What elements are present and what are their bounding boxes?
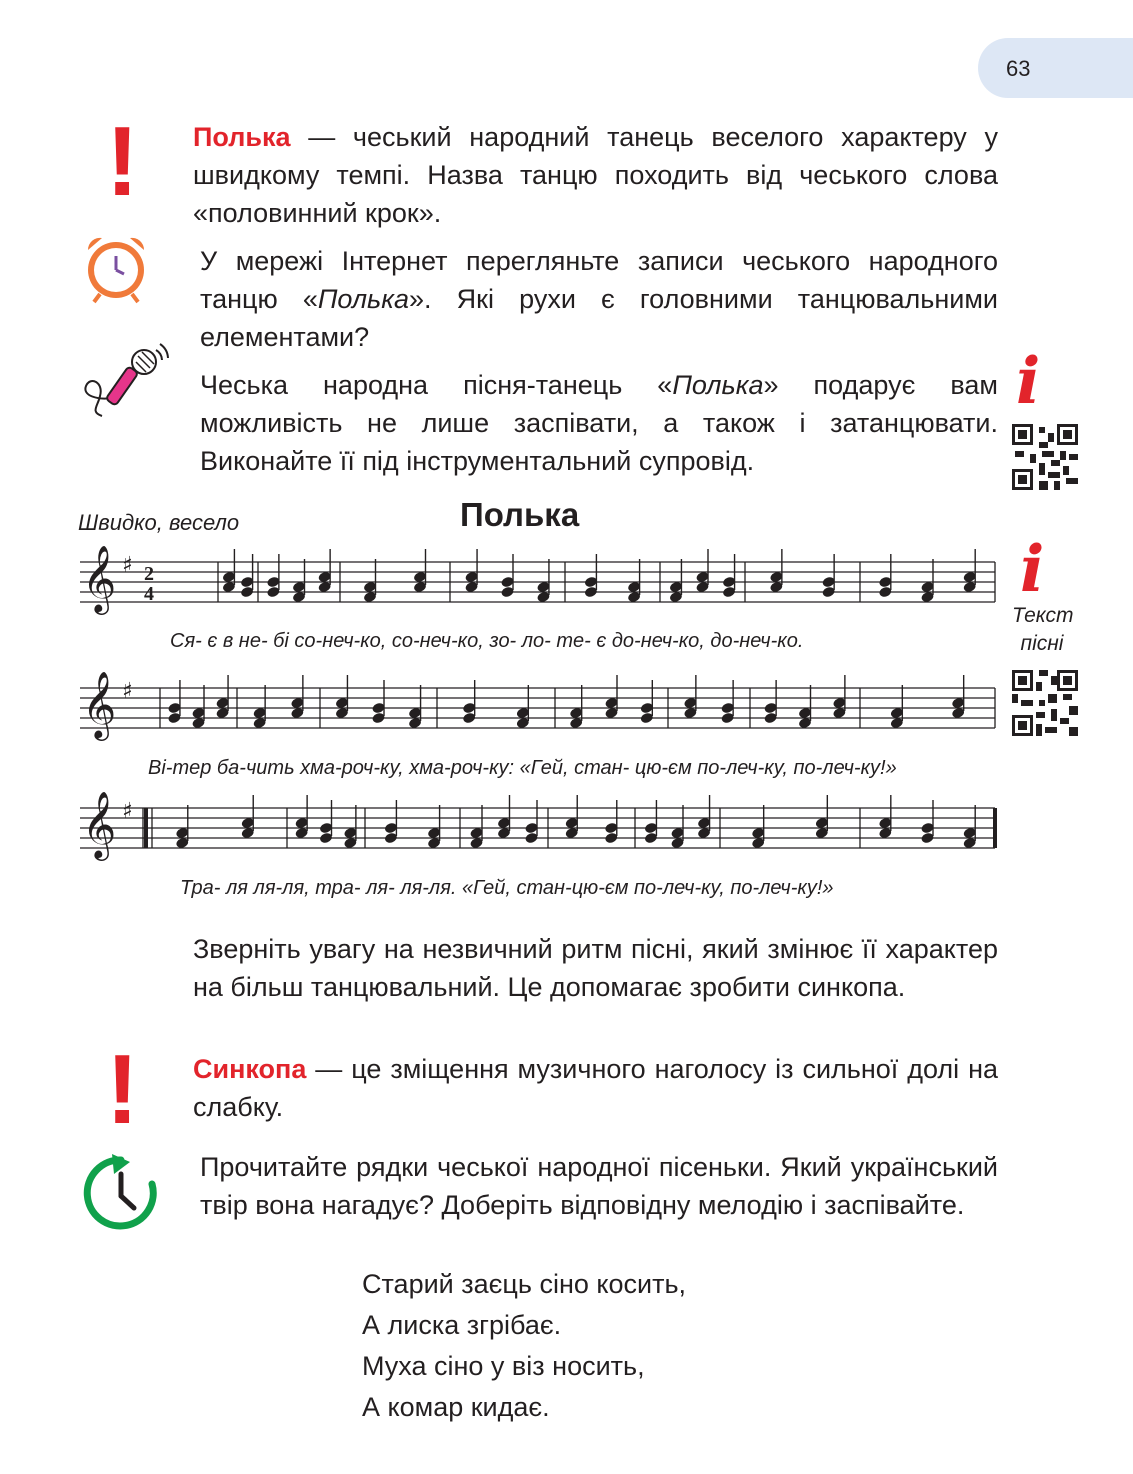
poem: [362, 1264, 686, 1428]
task-sing: [200, 366, 998, 480]
treble-clef-icon: 𝄞: [82, 544, 117, 612]
info-icon: i: [1016, 344, 1041, 419]
page-number-tab: [978, 38, 1133, 98]
exclamation-icon: !: [106, 1034, 139, 1144]
song-text-label-line1: Текст: [1012, 604, 1074, 627]
lyrics-line-3: Тра- ля ля-ля, тра- ля- ля-ля. «Гей, стан-цю-єм по-леч-ку, по-леч-ку!»: [180, 877, 834, 899]
song-tempo: Швидко, весело: [78, 510, 240, 535]
definition-term: Синкопа: [193, 1054, 307, 1084]
task-internet-before: У мережі Інтернет перегляньте записи чеського народного танцю «: [200, 246, 998, 314]
time-signature-top: 2: [144, 563, 154, 585]
sharp-icon: ♯: [122, 679, 133, 704]
page-number: 63: [1006, 56, 1031, 81]
time-signature-bottom: 4: [144, 583, 154, 605]
alarm-clock-icon: [80, 232, 152, 304]
repeat-clock-icon: [78, 1150, 164, 1236]
exclamation-icon: !: [106, 106, 139, 216]
attention-paragraph: Зверніть увагу на незвичний ритм пісні, який змінює її характер на більш танцювальний. Це допомагає зробити синкопа.: [193, 934, 998, 1002]
task-internet-italic: Полька: [317, 284, 410, 314]
song-text-label: [1012, 602, 1072, 658]
poem-line: А комар кидає.: [362, 1392, 550, 1422]
poem-line: А лиска згрібає.: [362, 1310, 562, 1340]
treble-clef-icon: 𝄞: [82, 790, 117, 858]
task-sing-after: » подарує вам можливість не лише заспівати, а також і затанцювати. Виконайте її під інструментальний супровід.: [200, 370, 998, 476]
lyrics-line-1: Ся- є в не- бі со-неч-ко, со-неч-ко, зо- ло- те- є до-неч-ко, до-неч-ко.: [170, 630, 804, 652]
treble-clef-icon: 𝄞: [82, 670, 117, 738]
qr-code-icon[interactable]: [1012, 424, 1078, 490]
sharp-icon: ♯: [122, 553, 133, 578]
task-internet-after: ». Які рухи є головними танцювальними елементами?: [200, 284, 998, 352]
song-title: Полька: [460, 496, 580, 533]
poem-line: Старий заєць сіно косить,: [362, 1269, 687, 1299]
task-sing-before: Чеська народна пісня-танець «: [200, 370, 673, 400]
definition-term: Полька: [193, 122, 291, 152]
definition-text: — це зміщення музичного наголосу із сильної долі на слабку.: [193, 1054, 998, 1122]
poem-line: Муха сіно у віз носить,: [362, 1351, 645, 1381]
qr-code-icon[interactable]: [1012, 670, 1078, 736]
sharp-icon: ♯: [122, 799, 133, 824]
song-text-label-line2: пісні: [1020, 632, 1064, 655]
task-internet: [200, 242, 998, 356]
microphone-icon: [78, 336, 174, 422]
definition-syncopation: [193, 1050, 998, 1126]
task-sing-italic: Полька: [672, 370, 764, 400]
music-notation: [0, 540, 1010, 900]
info-icon: i: [1020, 532, 1045, 607]
definition-polka: [193, 118, 998, 232]
lyrics-line-2: Ві-тер ба-чить хма-роч-ку, хма-роч-ку: «Гей, стан- цю-єм по-леч-ку, по-леч-ку!»: [148, 757, 897, 779]
definition-text: — чеський народний танець веселого характеру у швидкому темпі. Назва танцю походить від чеського слова «половинний крок».: [193, 122, 998, 228]
task-read: Прочитайте рядки чеської народної пісеньки. Який український твір вона нагадує? Доберіть відповідну мелодію і заспівайте.: [200, 1152, 998, 1220]
